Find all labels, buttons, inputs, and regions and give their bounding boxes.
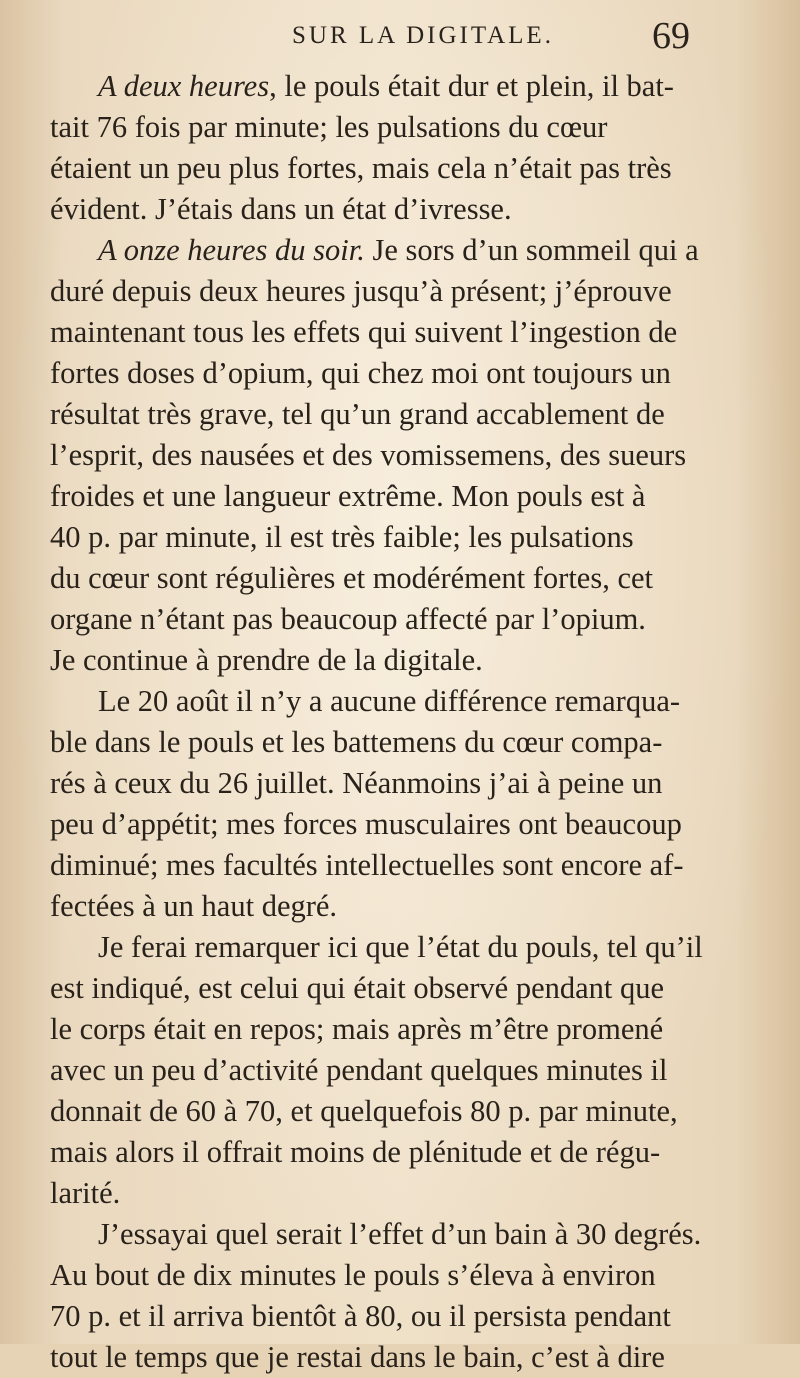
text-line: mais alors il offrait moins de plénitude et de régu- xyxy=(50,1135,661,1169)
text-line: 40 p. par minute, il est très faible; les pulsations xyxy=(50,520,634,554)
running-title: SUR LA DIGITALE. xyxy=(292,22,554,49)
text-line: évident. J’étais dans un état d’ivresse. xyxy=(50,192,512,226)
text-line: duré depuis deux heures jusqu’à présent; j’éprouve xyxy=(50,274,672,308)
text-line: l’esprit, des nausées et des vomissemens, des sueurs xyxy=(50,438,687,472)
text-line: A deux heures, le pouls était dur et plein, il bat- xyxy=(98,69,674,103)
body-text xyxy=(50,66,750,1378)
text-line: J’essayai quel serait l’effet d’un bain à 30 degrés. xyxy=(98,1217,702,1251)
text-line: Je ferai remarquer ici que l’état du pouls, tel qu’il xyxy=(98,930,703,964)
italic-heading: A deux heures xyxy=(98,69,270,103)
text-line: 70 p. et il arriva bientôt à 80, ou il persista pendant xyxy=(50,1299,671,1333)
text-line: organe n’étant pas beaucoup affecté par l’opium. xyxy=(50,602,646,636)
text-line: résultat très grave, tel qu’un grand accablement de xyxy=(50,397,665,431)
text-line: ble dans le pouls et les battemens du cœur compa- xyxy=(50,725,663,759)
text-line: fortes doses d’opium, qui chez moi ont toujours un xyxy=(50,356,671,390)
running-head xyxy=(0,14,800,57)
text-line: diminué; mes facultés intellectuelles sont encore af- xyxy=(50,848,684,882)
page-number: 69 xyxy=(652,15,690,57)
text-line: Le 20 août il n’y a aucune différence remarqua- xyxy=(98,684,681,718)
text-line: fectées à un haut degré. xyxy=(50,889,338,923)
text-line: peu d’appétit; mes forces musculaires ont beaucoup xyxy=(50,807,682,841)
text-line: Je continue à prendre de la digitale. xyxy=(50,643,483,677)
text-line: avec un peu d’activité pendant quelques minutes il xyxy=(50,1053,668,1087)
text-line: larité. xyxy=(50,1176,121,1210)
text-line: est indiqué, est celui qui était observé pendant que xyxy=(50,971,665,1005)
text-line: maintenant tous les effets qui suivent l’ingestion de xyxy=(50,315,678,349)
text-line: tait 76 fois par minute; les pulsations du cœur xyxy=(50,110,608,144)
italic-heading: A onze heures du soir. xyxy=(98,233,365,267)
text-line: donnait de 60 à 70, et quelquefois 80 p. par minute, xyxy=(50,1094,678,1128)
text-line: le corps était en repos; mais après m’être promené xyxy=(50,1012,664,1046)
text-line: A onze heures du soir. Je sors d’un sommeil qui a xyxy=(98,233,699,267)
text-line: rés à ceux du 26 juillet. Néanmoins j’ai à peine un xyxy=(50,766,663,800)
text-line: du cœur sont régulières et modérément fortes, cet xyxy=(50,561,654,595)
text-line: tout le temps que je restai dans le bain, c’est à dire xyxy=(50,1340,665,1374)
text-line: étaient un peu plus fortes, mais cela n’était pas très xyxy=(50,151,672,185)
text-line: froides et une langueur extrême. Mon pouls est à xyxy=(50,479,646,513)
text-line: Au bout de dix minutes le pouls s’éleva à environ xyxy=(50,1258,656,1292)
